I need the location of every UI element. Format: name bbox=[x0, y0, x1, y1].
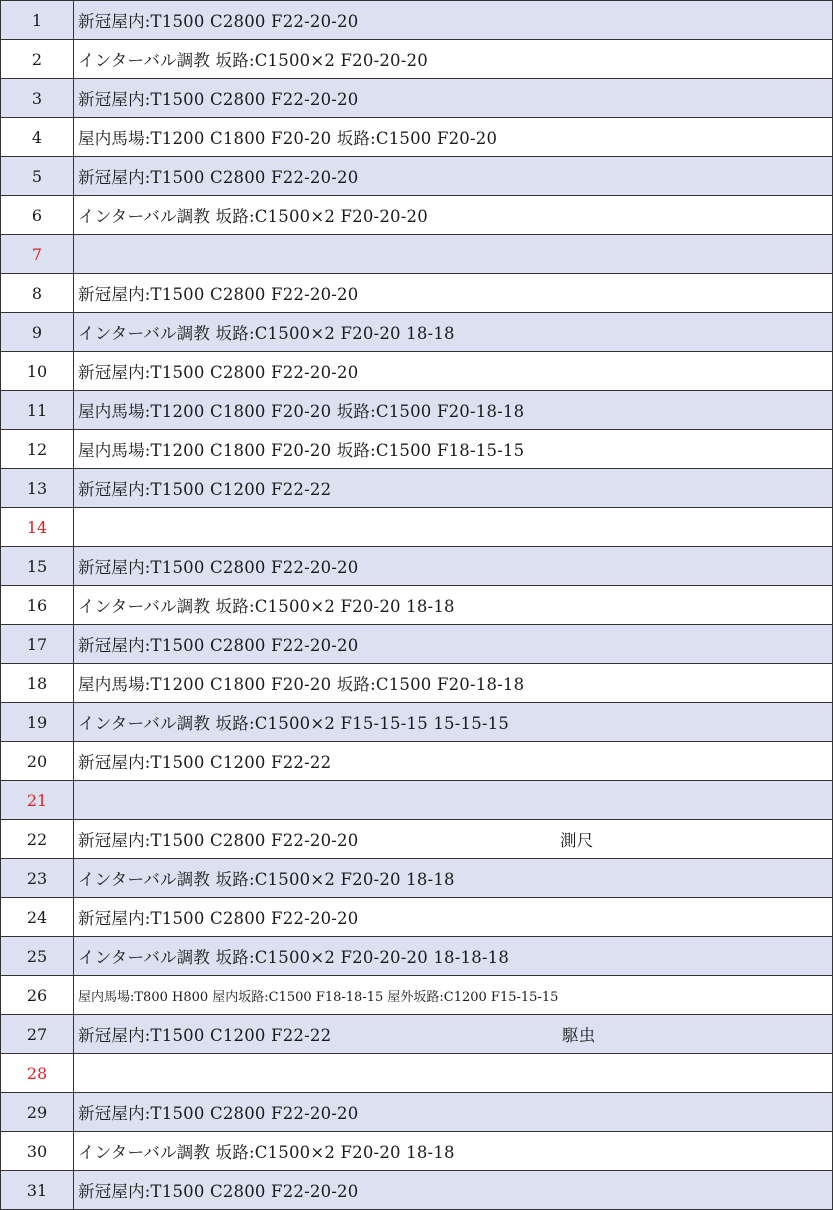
table-row bbox=[1, 1171, 833, 1210]
day-cell: 24 bbox=[1, 898, 74, 937]
day-cell: 18 bbox=[1, 664, 74, 703]
day-cell: 23 bbox=[1, 859, 74, 898]
training-cell bbox=[74, 625, 833, 664]
training-cell bbox=[74, 703, 833, 742]
day-cell: 6 bbox=[1, 196, 74, 235]
training-text: 新冠屋内:T1500 C2800 F22-20-20 bbox=[78, 90, 359, 109]
training-cell bbox=[74, 937, 833, 976]
day-cell: 29 bbox=[1, 1093, 74, 1132]
note-text: 測尺 bbox=[560, 831, 594, 850]
training-text: 新冠屋内:T1500 C2800 F22-20-20 bbox=[78, 636, 359, 655]
table-row bbox=[1, 859, 833, 898]
day-cell: 26 bbox=[1, 976, 74, 1015]
training-cell bbox=[74, 118, 833, 157]
day-cell-holiday: 14 bbox=[1, 508, 74, 547]
table-row bbox=[1, 820, 833, 859]
table-row bbox=[1, 79, 833, 118]
table-row bbox=[1, 703, 833, 742]
day-cell: 17 bbox=[1, 625, 74, 664]
training-cell bbox=[74, 79, 833, 118]
table-row bbox=[1, 1132, 833, 1171]
day-cell: 13 bbox=[1, 469, 74, 508]
table-row bbox=[1, 352, 833, 391]
training-cell bbox=[74, 1093, 833, 1132]
day-cell: 4 bbox=[1, 118, 74, 157]
day-cell: 30 bbox=[1, 1132, 74, 1171]
training-cell bbox=[74, 1132, 833, 1171]
day-cell: 20 bbox=[1, 742, 74, 781]
day-cell: 2 bbox=[1, 40, 74, 79]
training-cell bbox=[74, 352, 833, 391]
training-cell bbox=[74, 508, 833, 547]
training-cell bbox=[74, 781, 833, 820]
day-cell: 11 bbox=[1, 391, 74, 430]
table-row bbox=[1, 1054, 833, 1093]
training-cell bbox=[74, 547, 833, 586]
day-cell-holiday: 28 bbox=[1, 1054, 74, 1093]
table-row bbox=[1, 235, 833, 274]
training-cell bbox=[74, 1171, 833, 1210]
table-row bbox=[1, 664, 833, 703]
table-row bbox=[1, 40, 833, 79]
table-row bbox=[1, 937, 833, 976]
day-cell: 3 bbox=[1, 79, 74, 118]
training-text: 新冠屋内:T1500 C2800 F22-20-20 bbox=[78, 12, 359, 31]
training-cell bbox=[74, 586, 833, 625]
training-cell bbox=[74, 430, 833, 469]
training-text: インターバル調教 坂路:C1500×2 F20-20-20 18-18-18 bbox=[78, 948, 510, 967]
day-cell: 5 bbox=[1, 157, 74, 196]
training-cell bbox=[74, 40, 833, 79]
training-cell bbox=[74, 820, 833, 859]
training-text: 屋内馬場:T1200 C1800 F20-20 坂路:C1500 F20-18-18 bbox=[78, 402, 525, 421]
note-text: 駆虫 bbox=[562, 1026, 596, 1045]
day-cell: 25 bbox=[1, 937, 74, 976]
training-text: 新冠屋内:T1500 C2800 F22-20-20 bbox=[78, 831, 359, 850]
training-text: インターバル調教 坂路:C1500×2 F20-20 18-18 bbox=[78, 324, 455, 343]
training-cell bbox=[74, 235, 833, 274]
training-text: インターバル調教 坂路:C1500×2 F15-15-15 15-15-15 bbox=[78, 714, 510, 733]
schedule-body bbox=[1, 1, 833, 1210]
table-row bbox=[1, 157, 833, 196]
table-row bbox=[1, 742, 833, 781]
training-text: 屋内馬場:T800 H800 屋内坂路:C1500 F18-18-15 屋外坂路:C1200 F15-15-15 bbox=[78, 989, 559, 1005]
table-row bbox=[1, 508, 833, 547]
table-row bbox=[1, 469, 833, 508]
training-text: 屋内馬場:T1200 C1800 F20-20 坂路:C1500 F20-20 bbox=[78, 129, 498, 148]
training-cell bbox=[74, 157, 833, 196]
table-row bbox=[1, 586, 833, 625]
training-cell bbox=[74, 469, 833, 508]
day-cell: 16 bbox=[1, 586, 74, 625]
table-row bbox=[1, 313, 833, 352]
training-text: 新冠屋内:T1500 C2800 F22-20-20 bbox=[78, 285, 359, 304]
table-row bbox=[1, 625, 833, 664]
table-row bbox=[1, 274, 833, 313]
training-cell bbox=[74, 196, 833, 235]
training-text: インターバル調教 坂路:C1500×2 F20-20 18-18 bbox=[78, 597, 455, 616]
day-cell: 27 bbox=[1, 1015, 74, 1054]
day-cell: 31 bbox=[1, 1171, 74, 1210]
training-text: 新冠屋内:T1500 C2800 F22-20-20 bbox=[78, 909, 359, 928]
training-cell bbox=[74, 313, 833, 352]
day-cell-holiday: 7 bbox=[1, 235, 74, 274]
day-cell-holiday: 21 bbox=[1, 781, 74, 820]
table-row bbox=[1, 547, 833, 586]
day-cell: 8 bbox=[1, 274, 74, 313]
table-row bbox=[1, 1093, 833, 1132]
table-row bbox=[1, 1015, 833, 1054]
training-text: インターバル調教 坂路:C1500×2 F20-20 18-18 bbox=[78, 1143, 455, 1162]
training-cell bbox=[74, 1054, 833, 1093]
training-text: 新冠屋内:T1500 C2800 F22-20-20 bbox=[78, 558, 359, 577]
training-text: 新冠屋内:T1500 C2800 F22-20-20 bbox=[78, 363, 359, 382]
training-text: 新冠屋内:T1500 C1200 F22-22 bbox=[78, 480, 332, 499]
table-row bbox=[1, 976, 833, 1015]
table-row bbox=[1, 430, 833, 469]
training-text: インターバル調教 坂路:C1500×2 F20-20 18-18 bbox=[78, 870, 455, 889]
day-cell: 19 bbox=[1, 703, 74, 742]
training-text: 新冠屋内:T1500 C2800 F22-20-20 bbox=[78, 1104, 359, 1123]
day-cell: 9 bbox=[1, 313, 74, 352]
day-cell: 22 bbox=[1, 820, 74, 859]
training-text: 屋内馬場:T1200 C1800 F20-20 坂路:C1500 F20-18-18 bbox=[78, 675, 525, 694]
day-cell: 1 bbox=[1, 1, 74, 40]
training-cell bbox=[74, 742, 833, 781]
training-text: 屋内馬場:T1200 C1800 F20-20 坂路:C1500 F18-15-15 bbox=[78, 441, 525, 460]
day-cell: 12 bbox=[1, 430, 74, 469]
training-text: インターバル調教 坂路:C1500×2 F20-20-20 bbox=[78, 51, 428, 70]
table-row bbox=[1, 196, 833, 235]
training-cell bbox=[74, 391, 833, 430]
training-cell bbox=[74, 898, 833, 937]
training-text: 新冠屋内:T1500 C2800 F22-20-20 bbox=[78, 168, 359, 187]
training-text: 新冠屋内:T1500 C1200 F22-22 bbox=[78, 753, 332, 772]
training-text: 新冠屋内:T1500 C2800 F22-20-20 bbox=[78, 1182, 359, 1201]
table-row bbox=[1, 898, 833, 937]
table-row bbox=[1, 781, 833, 820]
day-cell: 10 bbox=[1, 352, 74, 391]
table-row bbox=[1, 391, 833, 430]
training-cell bbox=[74, 1015, 833, 1054]
table-row bbox=[1, 118, 833, 157]
training-cell bbox=[74, 976, 833, 1015]
training-cell bbox=[74, 664, 833, 703]
training-cell bbox=[74, 1, 833, 40]
training-cell bbox=[74, 859, 833, 898]
training-text: 新冠屋内:T1500 C1200 F22-22 bbox=[78, 1026, 332, 1045]
training-cell bbox=[74, 274, 833, 313]
table-row bbox=[1, 1, 833, 40]
training-text: インターバル調教 坂路:C1500×2 F20-20-20 bbox=[78, 207, 428, 226]
day-cell: 15 bbox=[1, 547, 74, 586]
